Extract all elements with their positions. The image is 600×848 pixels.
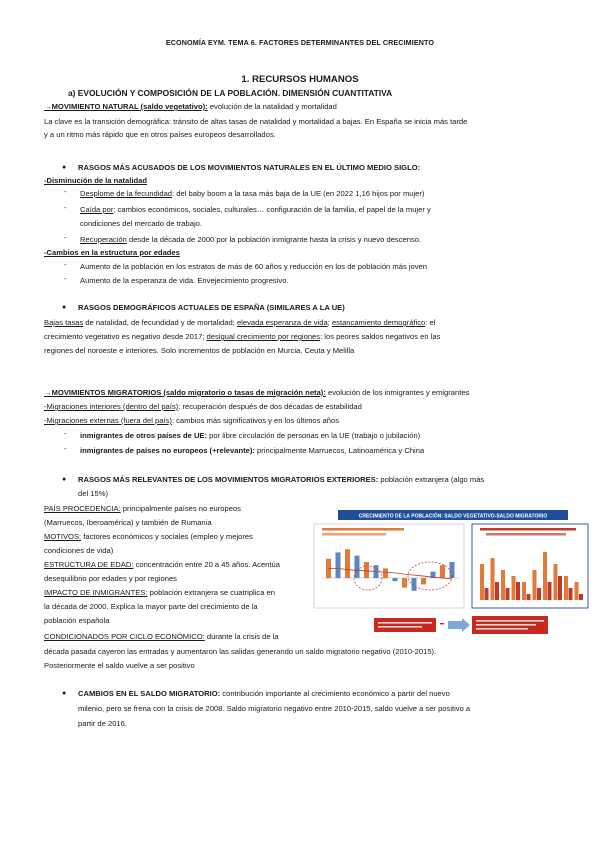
arrow-right-icon bbox=[448, 618, 470, 632]
mov-natural-line bbox=[44, 100, 337, 113]
text-span: durante la crisis de la bbox=[204, 632, 279, 641]
right-chart-caption-bar bbox=[480, 528, 576, 531]
paragraph-line: Posteriormente el saldo vuelve a ser positivo bbox=[44, 661, 195, 670]
paragraph-line: (Marruecos, Iberoamérica) y también de Rumania bbox=[44, 518, 212, 527]
paragraph-line bbox=[44, 330, 440, 343]
right-chart-bar bbox=[512, 576, 516, 600]
list-item bbox=[80, 203, 431, 216]
right-chart-bar bbox=[558, 576, 562, 600]
list-item-key: Desplome de la fecundidad bbox=[80, 189, 173, 198]
list-item-key: inmigrantes de otros países de UE: bbox=[80, 431, 208, 440]
paragraph-line bbox=[44, 558, 280, 571]
right-chart-bar bbox=[516, 582, 520, 600]
left-chart-bar bbox=[440, 565, 445, 578]
right-chart-bar bbox=[548, 582, 552, 600]
list-item-text: : cambios económicos, sociales, culturales… configuración de la familia, el papel de la mujer y bbox=[113, 205, 431, 214]
paragraph-line: década pasada cayeron las entradas y aumentaron las salidas generando un saldo migratorio negativo (2010-2015). bbox=[44, 647, 437, 656]
left-chart-bar bbox=[364, 562, 369, 578]
dash-icon: - bbox=[64, 429, 67, 438]
figure-banner-text: CRECIMIENTO DE LA POBLACIÓN: SALDO VEGETATIVO-SALDO MIGRATORIO bbox=[358, 513, 548, 520]
list-item-text: desde la década de 2000 por la población inmigrante hasta la crisis y nuevo descenso. bbox=[126, 235, 422, 244]
underlined-term: desigual crecimiento por regiones bbox=[206, 332, 321, 341]
red-note-line bbox=[378, 622, 432, 624]
paragraph-line: la década de 2000. Explica la mayor parte del crecimiento de la bbox=[44, 602, 258, 611]
list-item bbox=[80, 429, 420, 442]
red-note-line bbox=[476, 628, 528, 630]
underlined-term: estancamiento demográfico bbox=[331, 318, 426, 327]
text-span: : los peores saldos negativos en las bbox=[320, 332, 441, 341]
red-note-line bbox=[476, 624, 536, 626]
text-span: : recuperación después de dos décadas de estabilidad bbox=[178, 402, 362, 411]
underlined-term: IMPACTO DE INMIGRANTES: bbox=[44, 588, 148, 597]
paragraph-line: milenio, pero se frena con la crisis de 2008. Saldo migratorio negativo entre 2010-2015, saldo vuelve a ser positivo a bbox=[78, 704, 471, 713]
list-item-key: Caída por bbox=[80, 205, 114, 214]
right-chart-bar bbox=[537, 588, 541, 600]
section-title: 1. RECURSOS HUMANOS bbox=[241, 74, 359, 85]
red-note-line bbox=[378, 626, 422, 628]
left-chart-bar bbox=[383, 568, 388, 578]
dash-icon: - bbox=[64, 260, 67, 269]
dash-icon: - bbox=[64, 203, 67, 212]
population-growth-figure bbox=[312, 508, 590, 640]
bullet-icon: ● bbox=[62, 304, 67, 311]
paragraph-line: partir de 2016. bbox=[78, 719, 127, 728]
rasgos-migratorios-heading: RASGOS MÁS RELEVANTES DE LOS MOVIMIENTOS MIGRATORIOS EXTERIORES: bbox=[78, 475, 379, 484]
left-chart-bar bbox=[402, 578, 407, 588]
right-chart-bar bbox=[522, 582, 526, 600]
bullet-icon: ● bbox=[62, 164, 67, 171]
paragraph-line bbox=[44, 400, 362, 413]
rasgos-migratorios-title bbox=[78, 473, 484, 486]
underlined-term: Bajas tasas bbox=[44, 318, 84, 327]
list-item-text: principalmente Marruecos, Latinoamérica y China bbox=[254, 446, 425, 455]
list-item bbox=[80, 187, 424, 200]
mov-migratorios-line bbox=[44, 386, 469, 399]
mov-migratorios-heading: →MOVIMIENTOS MIGRATORIOS (saldo migratorio o tasas de migración neta): bbox=[44, 388, 326, 397]
text-span: población extranjera se cuatriplica en bbox=[147, 588, 275, 597]
bullet-icon: ● bbox=[62, 476, 67, 483]
dash-icon: - bbox=[64, 444, 67, 453]
right-chart-bar bbox=[480, 564, 484, 600]
paragraph-line bbox=[44, 502, 241, 515]
list-item-text: : del baby boom a la tasa más baja de la UE (en 2022 1,16 hijos por mujer) bbox=[172, 189, 425, 198]
cambios-heading: -Cambios en la estructura por edades bbox=[44, 248, 180, 257]
left-chart-caption-bar bbox=[322, 528, 404, 531]
left-chart-bar bbox=[421, 578, 426, 584]
right-chart-bar bbox=[485, 588, 489, 600]
cambios-saldo-heading: CAMBIOS EN EL SALDO MIGRATORIO: bbox=[78, 689, 221, 698]
right-chart-bar bbox=[569, 588, 573, 600]
left-chart-bar bbox=[336, 552, 341, 578]
rasgos-actuales-title: RASGOS DEMOGRÁFICOS ACTUALES DE ESPAÑA (SIMILARES A LA UE) bbox=[78, 303, 345, 312]
underlined-term: elevada esperanza de vida bbox=[236, 318, 328, 327]
text-span: principalmente países no europeos bbox=[120, 504, 241, 513]
right-chart-bar bbox=[533, 570, 537, 600]
paragraph-line bbox=[44, 316, 435, 329]
list-item-text: por libre circulación de personas en la UE (trabajo o jubilación) bbox=[207, 431, 421, 440]
paragraph-line bbox=[44, 414, 339, 427]
mov-natural-heading-rest: evolución de la natalidad y mortalidad bbox=[207, 102, 337, 111]
underlined-term: ESTRUCTURA DE EDAD: bbox=[44, 560, 134, 569]
text-span: factores económicos y sociales (empleo y mejores bbox=[81, 532, 253, 541]
right-chart-bar bbox=[501, 570, 505, 600]
right-chart-bar bbox=[554, 564, 558, 600]
arrow-square bbox=[440, 623, 444, 624]
text-span: de natalidad, de fecundidad y de mortalidad; bbox=[83, 318, 237, 327]
list-item bbox=[80, 233, 421, 246]
right-chart-bar bbox=[564, 576, 568, 600]
right-chart-bar bbox=[579, 594, 583, 600]
paragraph-line: La clave es la transición demográfica: tránsito de altas tasas de natalidad y mortalidad a bajas. En España se inicia más tarde bbox=[44, 117, 468, 126]
paragraph-line: regiones del noroeste e interiores. Solo incrementos de población en Murcia, Ceuta y Melilla bbox=[44, 346, 355, 355]
red-note-line bbox=[476, 620, 544, 622]
right-chart-bar bbox=[543, 552, 547, 600]
underlined-term: PAÍS PROCEDENCIA: bbox=[44, 504, 121, 513]
rasgos-naturales-title: RASGOS MÁS ACUSADOS DE LOS MOVIMIENTOS NATURALES EN EL ÚLTIMO MEDIO SIGLO: bbox=[78, 163, 421, 172]
subsection-title: a) EVOLUCIÓN Y COMPOSICIÓN DE LA POBLACIÓN. DIMENSIÓN CUANTITATIVA bbox=[68, 88, 393, 98]
text-span: : el bbox=[425, 318, 436, 327]
text-span: población extranjera (algo más bbox=[378, 475, 485, 484]
right-chart-bar bbox=[527, 594, 531, 600]
bullet-icon: ● bbox=[62, 690, 67, 697]
underlined-term: MOTIVOS: bbox=[44, 532, 82, 541]
paragraph-line: población española bbox=[44, 616, 110, 625]
text-span: crecimiento vegetativo es negativo desde 2017; bbox=[44, 332, 207, 341]
underlined-term: -Migraciones externas (fuera del país) bbox=[44, 416, 172, 425]
right-chart-bar bbox=[575, 582, 579, 600]
text-span: ; bbox=[327, 318, 332, 327]
list-item bbox=[80, 444, 424, 457]
paragraph-line: del 15%) bbox=[78, 489, 108, 498]
underlined-term: -Migraciones interiores (dentro del país) bbox=[44, 402, 179, 411]
cambios-saldo-line bbox=[78, 687, 450, 700]
underlined-term: CONDICIONADOS POR CICLO ECONÓMICO: bbox=[44, 632, 205, 641]
dash-icon: - bbox=[64, 233, 67, 242]
paragraph-line: y a un ritmo más rápido que en otros países europeos desarrollados. bbox=[44, 130, 276, 139]
list-item: Aumento de la esperanza de vida. Envejecimiento progresivo. bbox=[80, 276, 289, 285]
paragraph-line: condiciones de vida) bbox=[44, 546, 114, 555]
left-chart-bar bbox=[393, 578, 398, 581]
text-span: evolución de los inmigrantes y emigrantes bbox=[325, 388, 470, 397]
dash-icon: - bbox=[64, 187, 67, 196]
list-item: Aumento de la población en los estratos de más de 60 años y reducción en los de población más joven bbox=[80, 262, 427, 271]
paragraph-line bbox=[44, 630, 279, 643]
dash-icon: - bbox=[64, 274, 67, 283]
paragraph-line: desequilibrio por edades y por regiones bbox=[44, 574, 177, 583]
list-item-key: Recuperación bbox=[80, 235, 127, 244]
text-span: contribución importante al crecimiento económico a partir del nuevo bbox=[220, 689, 450, 698]
right-chart-bar bbox=[506, 588, 510, 600]
right-chart-caption-bar bbox=[486, 533, 566, 536]
paragraph-line bbox=[44, 530, 253, 543]
right-chart-bar bbox=[491, 558, 495, 600]
left-chart-bar bbox=[355, 556, 360, 578]
right-chart-bar bbox=[495, 582, 499, 600]
list-item-key: inmigrantes de países no europeos (+relevante): bbox=[80, 446, 255, 455]
disminucion-heading: -Disminución de la natalidad bbox=[44, 176, 147, 185]
mov-natural-heading: →MOVIMIENTO NATURAL (saldo vegetativo): bbox=[44, 102, 208, 111]
paragraph-line bbox=[44, 586, 275, 599]
page-header: ECONOMÍA EYM. TEMA 6. FACTORES DETERMINANTES DEL CRECIMIENTO bbox=[165, 38, 435, 47]
left-chart-caption-bar bbox=[322, 533, 386, 536]
text-span: : cambios más significativos y en los últimos años bbox=[171, 416, 340, 425]
red-note-box bbox=[374, 618, 436, 632]
text-span: concentración entre 20 a 45 años. Acentúa bbox=[133, 560, 280, 569]
left-chart-bar bbox=[345, 549, 350, 578]
list-item-cont: condiciones del mercado de trabajo. bbox=[80, 219, 202, 228]
